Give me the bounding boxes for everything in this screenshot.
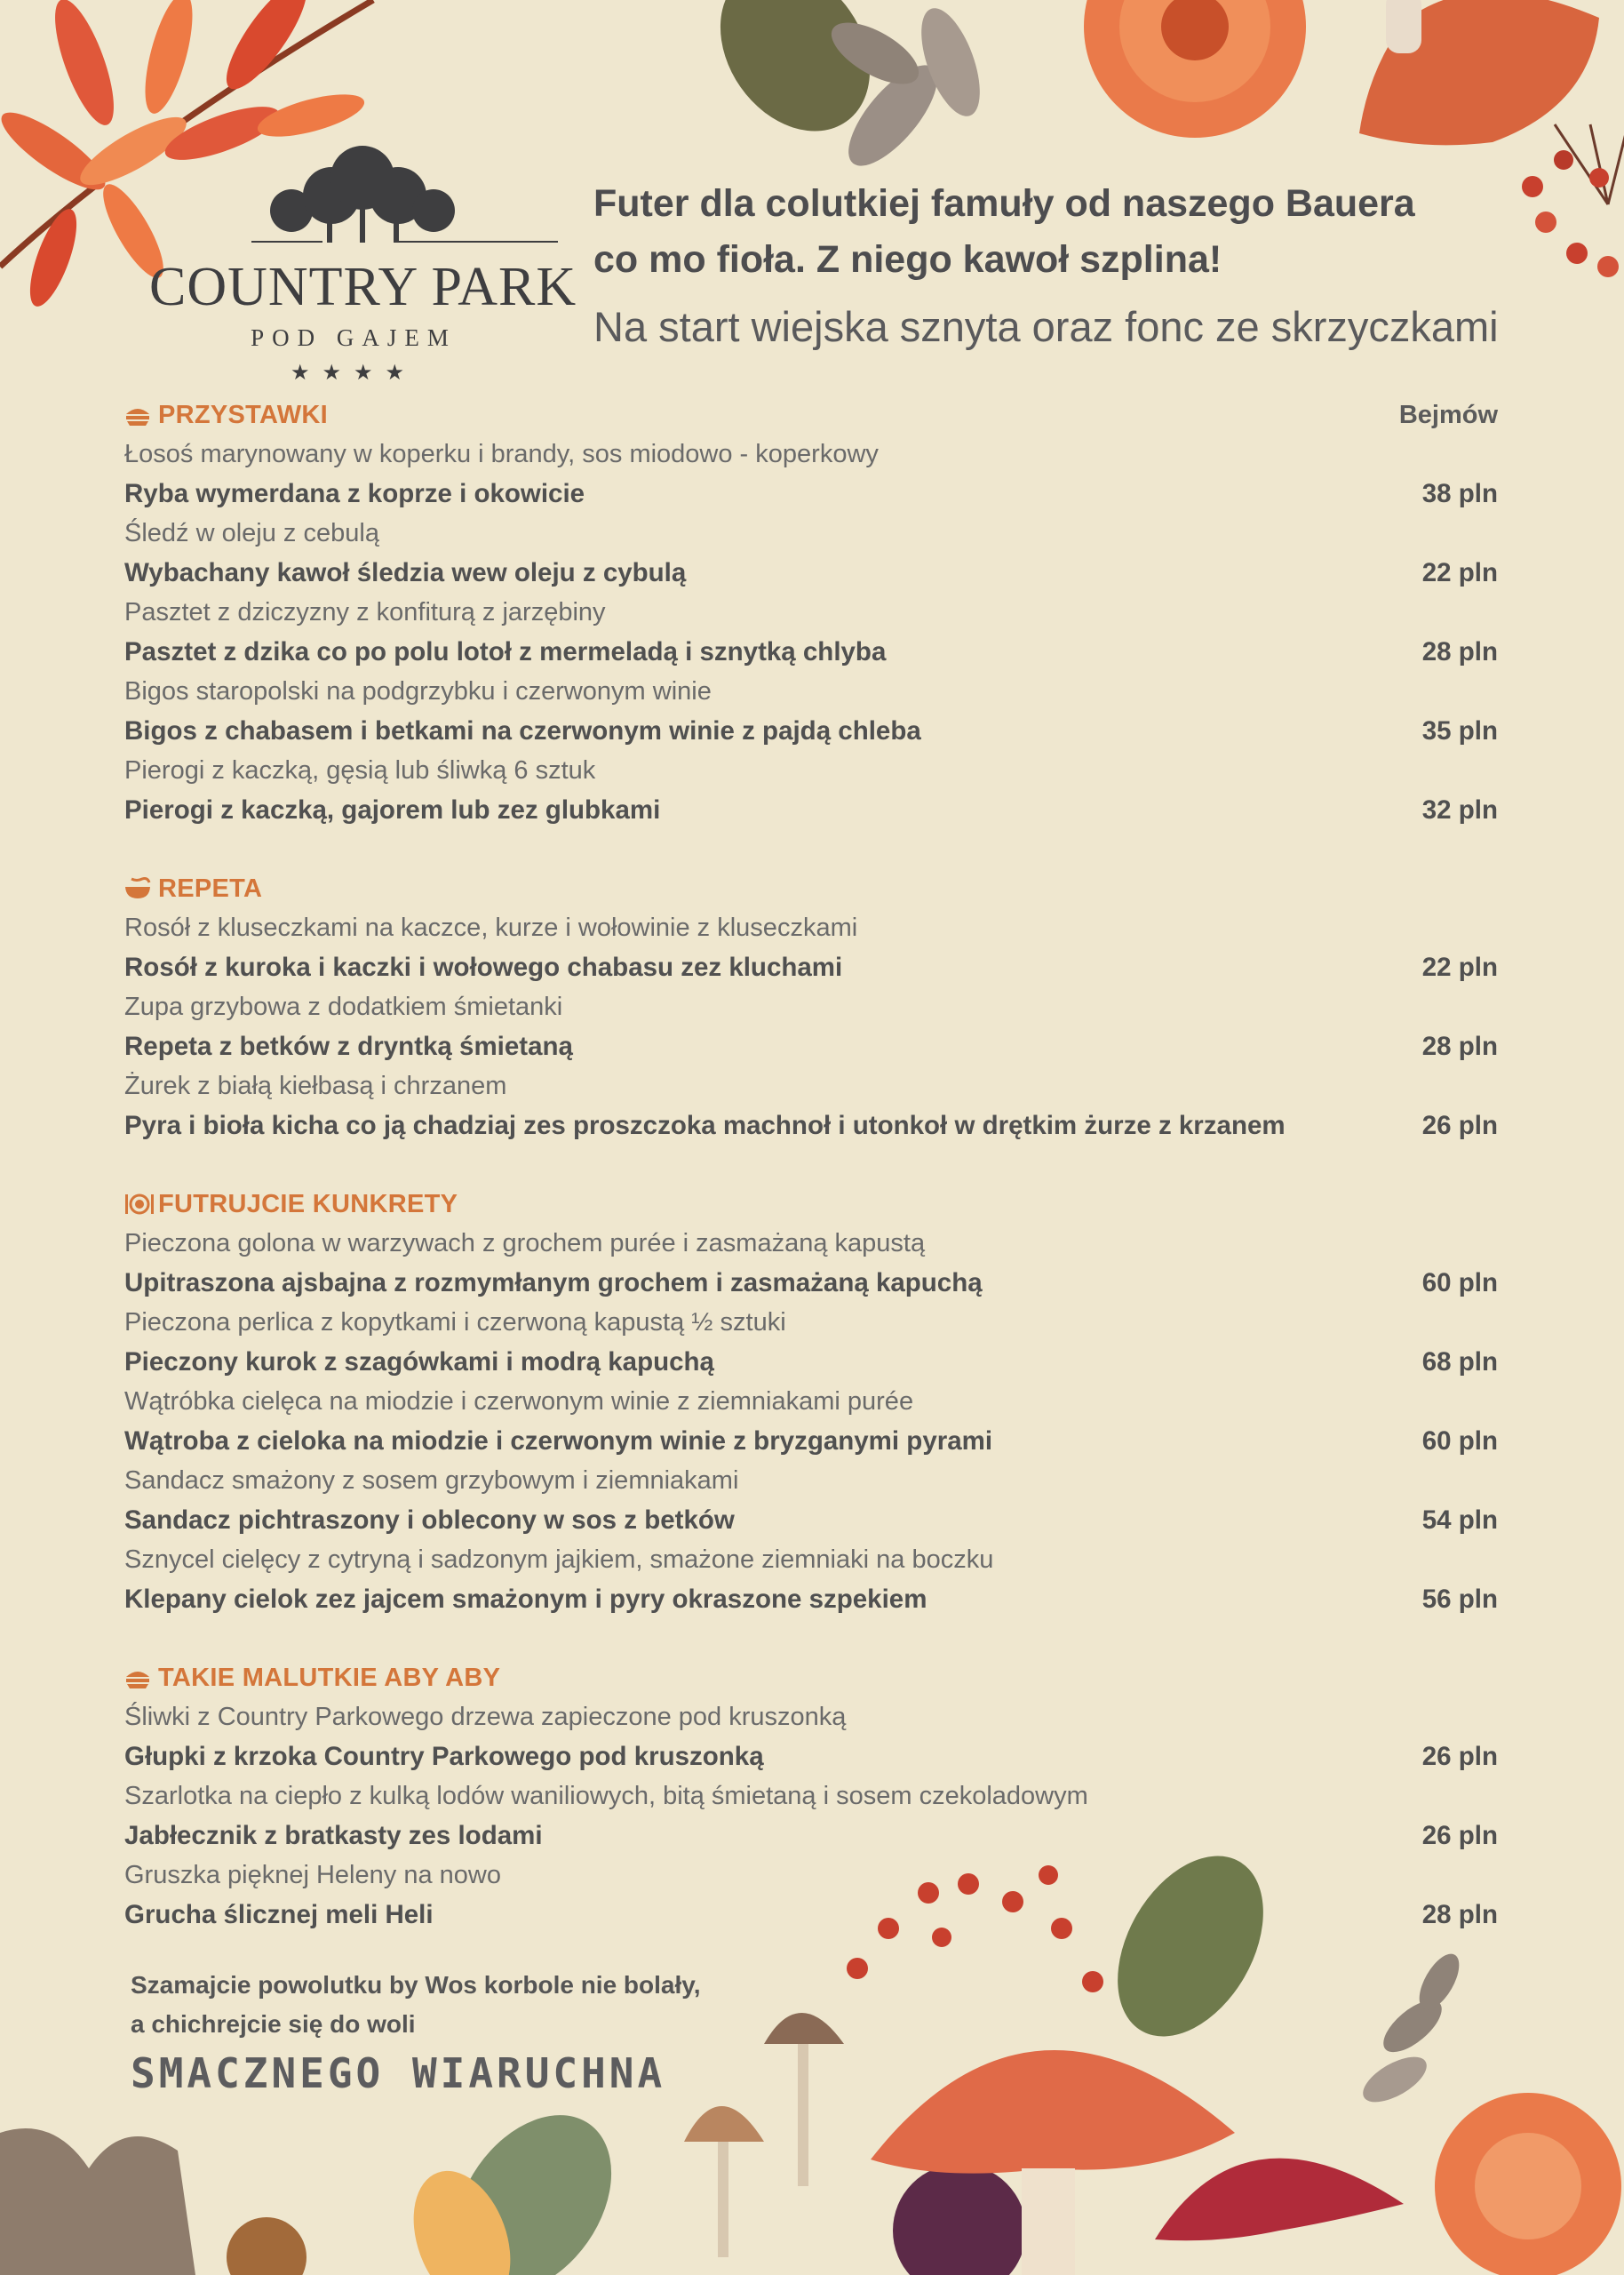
dish-description: Szarlotka na ciepło z kulką lodów waniliowych, bitą śmietaną i sosem czekoladowym <box>124 1782 1088 1810</box>
section-title-label: FUTRUJCIE KUNKRETY <box>158 1189 458 1218</box>
section-header <box>124 1658 1510 1697</box>
section-header <box>124 869 1510 908</box>
dish-description-row <box>124 1776 1510 1816</box>
section-title-label: TAKIE MALUTKIE ABY ABY <box>158 1663 501 1692</box>
dish-name: Klepany cielok zez jajcem smażonym i pyry okraszone szpekiem <box>124 1584 927 1614</box>
dish-price: 56 pln <box>1421 1584 1498 1614</box>
dish-description-row <box>124 1066 1510 1106</box>
dish-name: Repeta z betków z dryntką śmietaną <box>124 1031 573 1061</box>
dish-description: Pieczona perlica z kopytkami i czerwoną kapustą ½ sztuki <box>124 1308 786 1337</box>
hotel-logo <box>149 142 577 391</box>
dish-description-row <box>124 1303 1510 1343</box>
closing-line-2: a chichrejcie się do woli <box>131 2010 416 2038</box>
section-header <box>124 1185 1510 1224</box>
soup-bowl-icon <box>124 877 151 900</box>
dish-description-row <box>124 1461 1510 1501</box>
dish-description: Sandacz smażony z sosem grzybowym i ziemniakami <box>124 1466 739 1495</box>
dish-name-row <box>124 1896 1510 1936</box>
dish-price: 26 pln <box>1421 1820 1498 1850</box>
dish-name: Sandacz pichtraszony i oblecony w sos z betków <box>124 1505 735 1535</box>
dish-price: 60 pln <box>1421 1425 1498 1456</box>
section-title <box>124 401 328 430</box>
dish-description-row <box>124 1697 1510 1737</box>
dish-price: 32 pln <box>1421 794 1498 825</box>
dish-name-row <box>124 1027 1510 1067</box>
dish-price: 28 pln <box>1421 636 1498 667</box>
closing-note <box>131 1966 841 2097</box>
section-title-label: PRZYSTAWKI <box>158 400 328 429</box>
dish-description-row <box>124 908 1510 948</box>
dish-description: Gruszka pięknej Heleny na nowo <box>124 1861 501 1889</box>
dish-price: 38 pln <box>1421 478 1498 508</box>
section-header <box>124 395 1510 435</box>
dish-name-row <box>124 1106 1510 1146</box>
dish-name: Bigos z chabasem i betkami na czerwonym winie z pajdą chleba <box>124 715 921 746</box>
dish-name: Pyra i bioła kicha co ją chadziaj zes proszczoka machnoł i utonkoł w drętkim żurze z krzanem <box>124 1110 1286 1140</box>
dish-name-row <box>124 554 1510 594</box>
dish-name-row <box>124 1264 1510 1304</box>
dish-description: Rosół z kluseczkami na kaczce, kurze i wołowinie z kluseczkami <box>124 914 858 942</box>
menu-section <box>124 1658 1510 1935</box>
dish-name-row <box>124 1580 1510 1620</box>
menu-section <box>124 869 1510 1145</box>
dish-name: Jabłecznik z bratkasty zes lodami <box>124 1820 543 1850</box>
dish-description: Śliwki z Country Parkowego drzewa zapieczone pod kruszonką <box>124 1703 847 1731</box>
plate-cutlery-icon <box>124 1193 151 1216</box>
section-title <box>124 1190 458 1219</box>
dish-name-row <box>124 1501 1510 1541</box>
logo-name: COUNTRY PARK <box>149 257 577 317</box>
dish-description: Śledź w oleju z cebulą <box>124 519 379 547</box>
dish-description-row <box>124 593 1510 633</box>
dish-name: Rosół z kuroka i kaczki i wołowego chabasu zez kluchami <box>124 952 843 982</box>
dish-description: Bigos staropolski na podgrzybku i czerwonym winie <box>124 677 712 706</box>
pie-icon <box>124 1666 151 1689</box>
dish-name: Pieczony kurok z szagówkami i modrą kapuchą <box>124 1346 714 1377</box>
section-title <box>124 874 262 904</box>
price-column-header: Bejmów <box>1398 401 1498 429</box>
dish-name-row <box>124 1422 1510 1462</box>
dish-price: 35 pln <box>1421 715 1498 746</box>
dish-description-row <box>124 1856 1510 1896</box>
dish-name-row <box>124 948 1510 988</box>
dish-description: Pieczona golona w warzywach z grochem purée i zasmażaną kapustą <box>124 1229 926 1257</box>
dish-price: 26 pln <box>1421 1110 1498 1140</box>
dish-description-row <box>124 672 1510 712</box>
dish-description-row <box>124 1224 1510 1264</box>
dish-price: 26 pln <box>1421 1741 1498 1771</box>
dish-name: Pasztet z dzika co po polu lotoł z mermeladą i sznytką chlyba <box>124 636 887 667</box>
dish-name: Grucha ślicznej meli Heli <box>124 1899 434 1929</box>
dish-name-row <box>124 475 1510 515</box>
dish-description: Żurek z białą kiełbasą i chrzanem <box>124 1072 507 1100</box>
logo-subtitle: POD GAJEM <box>251 324 457 351</box>
section-title <box>124 1664 500 1693</box>
dish-name-row <box>124 791 1510 831</box>
dish-name-row <box>124 1343 1510 1383</box>
menu <box>124 395 1510 1974</box>
dish-price: 60 pln <box>1421 1267 1498 1297</box>
dish-description-row <box>124 514 1510 554</box>
headline-line-2: co mo fioła. Z niego kawoł szplina! <box>593 238 1222 281</box>
headline <box>593 176 1517 288</box>
dish-description-row <box>124 1540 1510 1580</box>
dish-name: Wybachany kawoł śledzia wew oleju z cybulą <box>124 557 687 587</box>
dish-description: Zupa grzybowa z dodatkiem śmietanki <box>124 993 563 1021</box>
dish-description-row <box>124 1382 1510 1422</box>
dish-description-row <box>124 987 1510 1027</box>
trees-icon <box>251 147 465 249</box>
dish-name-row <box>124 1816 1510 1856</box>
closing-line-1: Szamajcie powolutku by Wos korbole nie bolały, <box>131 1971 701 1999</box>
menu-section <box>124 1185 1510 1619</box>
dish-name: Upitraszona ajsbajna z rozmymłanym grochem i zasmażaną kapuchą <box>124 1267 983 1297</box>
subheadline: Na start wiejska sznyta oraz fonc ze skrzyczkami <box>593 303 1499 350</box>
dish-name: Pierogi z kaczką, gajorem lub zez glubkami <box>124 794 661 825</box>
dish-price: 54 pln <box>1421 1505 1498 1535</box>
section-title-label: REPETA <box>158 874 263 903</box>
dish-name-row <box>124 1737 1510 1777</box>
dish-description: Łosoś marynowany w koperku i brandy, sos miodowo - koperkowy <box>124 440 879 468</box>
dish-price: 68 pln <box>1421 1346 1498 1377</box>
dish-description: Pasztet z dziczyzny z konfiturą z jarzębiny <box>124 598 606 627</box>
dish-description: Wątróbka cielęca na miodzie i czerwonym winie z ziemniakami purée <box>124 1387 914 1416</box>
dish-price: 28 pln <box>1421 1899 1498 1929</box>
pie-icon <box>124 403 151 427</box>
dish-name: Głupki z krzoka Country Parkowego pod kruszonką <box>124 1741 764 1771</box>
menu-section <box>124 395 1510 830</box>
dish-price: 22 pln <box>1421 952 1498 982</box>
dish-price: 22 pln <box>1421 557 1498 587</box>
dish-name-row <box>124 633 1510 673</box>
closing-signature: SMACZNEGO WIARUCHNA <box>131 2049 666 2097</box>
headline-line-1: Futer dla colutkiej famuły od naszego Bauera <box>593 182 1415 225</box>
dish-description: Sznycel cielęcy z cytryną i sadzonym jajkiem, smażone ziemniaki na boczku <box>124 1545 994 1574</box>
dish-name: Wątroba z cieloka na miodzie i czerwonym winie z bryzganymi pyrami <box>124 1425 993 1456</box>
dish-price: 28 pln <box>1421 1031 1498 1061</box>
dish-description: Pierogi z kaczką, gęsią lub śliwką 6 sztuk <box>124 756 596 785</box>
logo-stars: ★★★★ <box>290 361 418 385</box>
dish-name-row <box>124 712 1510 752</box>
dish-description-row <box>124 435 1510 475</box>
dish-name: Ryba wymerdana z koprze i okowicie <box>124 478 585 508</box>
dish-description-row <box>124 751 1510 791</box>
